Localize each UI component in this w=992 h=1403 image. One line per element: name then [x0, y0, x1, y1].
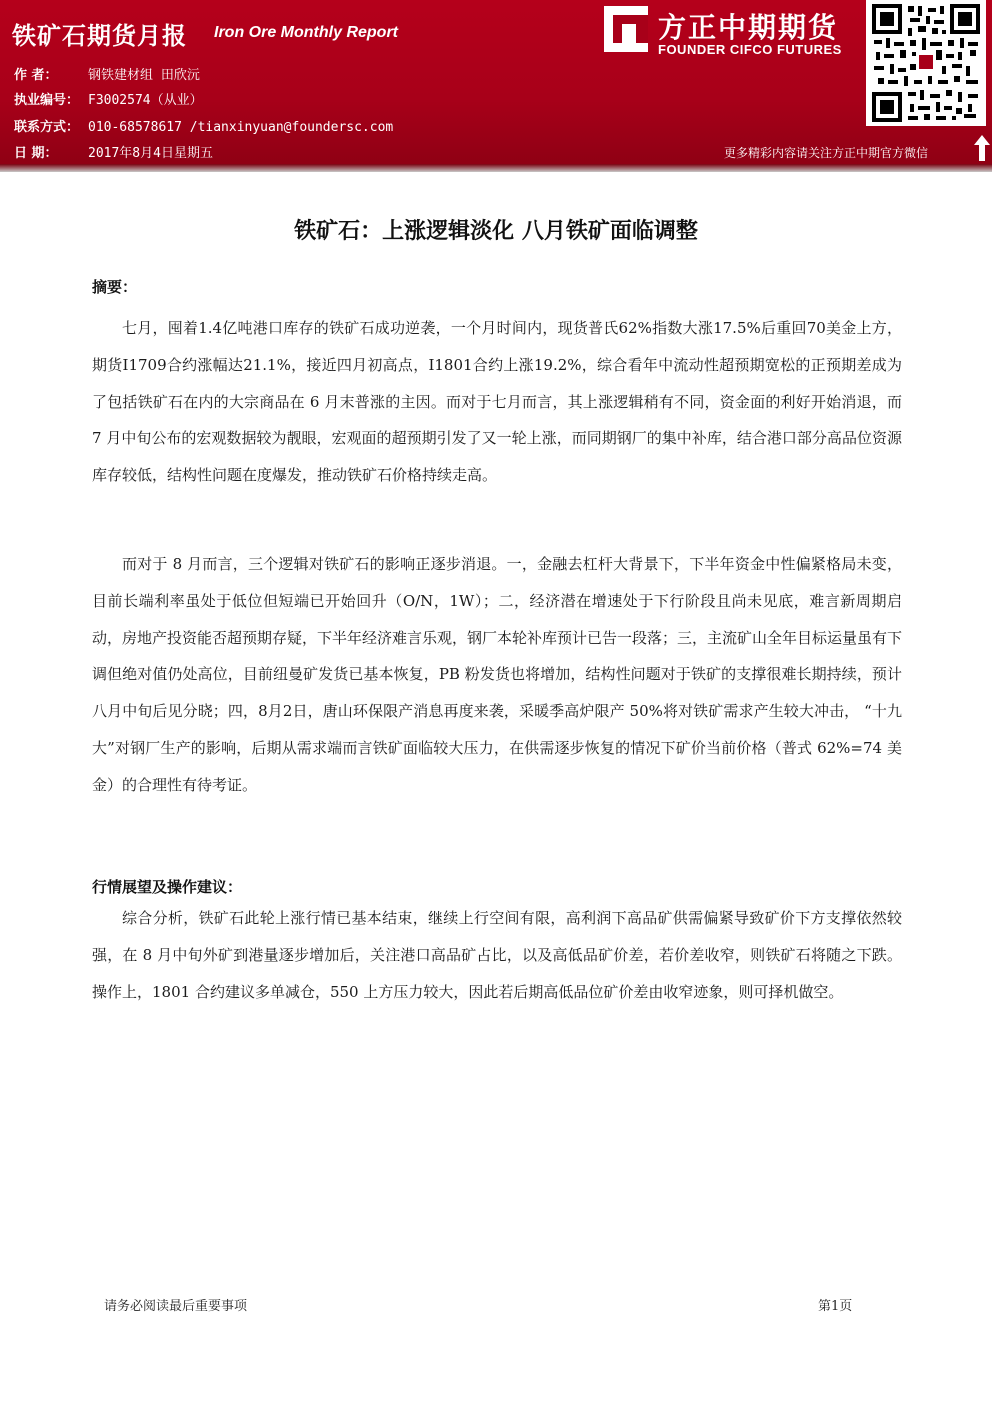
outlook-heading: 行情展望及操作建议：	[92, 878, 243, 896]
qr-code-icon	[866, 0, 986, 126]
meta-license-value: F3002574（从业）	[88, 93, 203, 108]
company-logo	[604, 6, 854, 62]
summary-paragraph-2: 而对于 8 月而言，三个逻辑对铁矿石的影响正逐步消退。一，金融去杠杆大背景下，下半年资金中性偏紧格局未变，目前长端利率虽处于低位但短端已开始回升（O/N，1W）；二，经济潜在增速处于下行阶段且尚未见底，难言新周期启动，房地产投资能否超预期存疑，下半年经济难言乐观，钢厂本轮补库预计已告一段落；三，主流矿山全年目标运量虽有下调但绝对值仍处高位，目前纽曼矿发货已基本恢复，PB 粉发货也将增加，结构性问题对于铁矿的支撑很难长期持续，预计八月中旬后见分晓；四，8月2日，唐山环保限产消息再度来袭，采暖季高炉限产 50%将对铁矿需求产生较大冲击， “十九大”对钢厂生产的影响，后期从需求端而言铁矿面临较大压力，在供需逐步恢复的情况下矿价当前价格（普式 62%=74 美金）的合理性有待考证。	[92, 555, 903, 794]
meta-contact-label: 联系方式：	[14, 120, 80, 135]
page-number: 第1页	[818, 1299, 853, 1314]
logo-mark-icon	[604, 6, 648, 52]
summary-paragraph-1: 七月，囤着1.4亿吨港口库存的铁矿石成功逆袭，一个月时间内，现货普氏62%指数大涨17.5%后重回70美金上方，期货I1709合约涨幅达21.1%，接近四月初高点，I1801合约上涨19.2%，综合看年中流动性超预期宽松的正预期差成为了包括铁矿石在内的大宗商品在 6 月末普涨的主因。而对于七月而言，其上涨逻辑稍有不同，资金面的利好开始消退，而 7 月中旬公布的宏观数据较为靓眼，宏观面的超预期引发了又一轮上涨，而同期钢厂的集中补库，结合港口部分高品位资源库存较低，结构性问题在度爆发，推动铁矿石价格持续走高。	[92, 319, 902, 485]
report-title-cn: 铁矿石期货月报	[12, 22, 187, 50]
report-title-en: Iron Ore Monthly Report	[214, 24, 398, 41]
footer-notice: 请务必阅读最后重要事项	[104, 1299, 248, 1314]
meta-author-label: 作 者：	[14, 68, 58, 83]
logo-text-cn: 方正中期期货	[658, 11, 839, 44]
meta-contact	[14, 116, 393, 135]
document-title: 铁矿石：上涨逻辑淡化 八月铁矿面临调整	[294, 219, 698, 244]
follow-wechat-text: 更多精彩内容请关注方正中期官方微信	[724, 146, 929, 160]
meta-contact-value: 010-68578617 /tianxinyuan@foundersc.com	[88, 120, 394, 135]
arrow-up-icon	[974, 135, 990, 161]
meta-author	[14, 64, 200, 83]
logo-text-en: FOUNDER CIFCO FUTURES	[658, 42, 842, 57]
summary-heading: 摘要：	[92, 278, 138, 296]
outlook-paragraph: 综合分析，铁矿石此轮上涨行情已基本结束，继续上行空间有限，高利润下高品矿供需偏紧导致矿价下方支撑依然较强，在 8 月中旬外矿到港量逐步增加后，关注港口高品矿占比，以及高低品矿价差，若价差收窄，则铁矿石将随之下跌。操作上，1801 合约建议多单减仓，550 上方压力较大，因此若后期高低品位矿价差由收窄迹象，则可择机做空。	[92, 909, 902, 1001]
meta-author-value: 钢铁建材组 田欣沅	[88, 68, 200, 83]
meta-date-value: 2017年8月4日星期五	[88, 146, 213, 161]
meta-license-label: 执业编号：	[14, 93, 80, 108]
header-divider	[0, 164, 992, 172]
meta-date	[14, 142, 213, 161]
report-header	[0, 0, 992, 164]
meta-license	[14, 89, 203, 108]
meta-date-label: 日 期：	[14, 146, 58, 161]
